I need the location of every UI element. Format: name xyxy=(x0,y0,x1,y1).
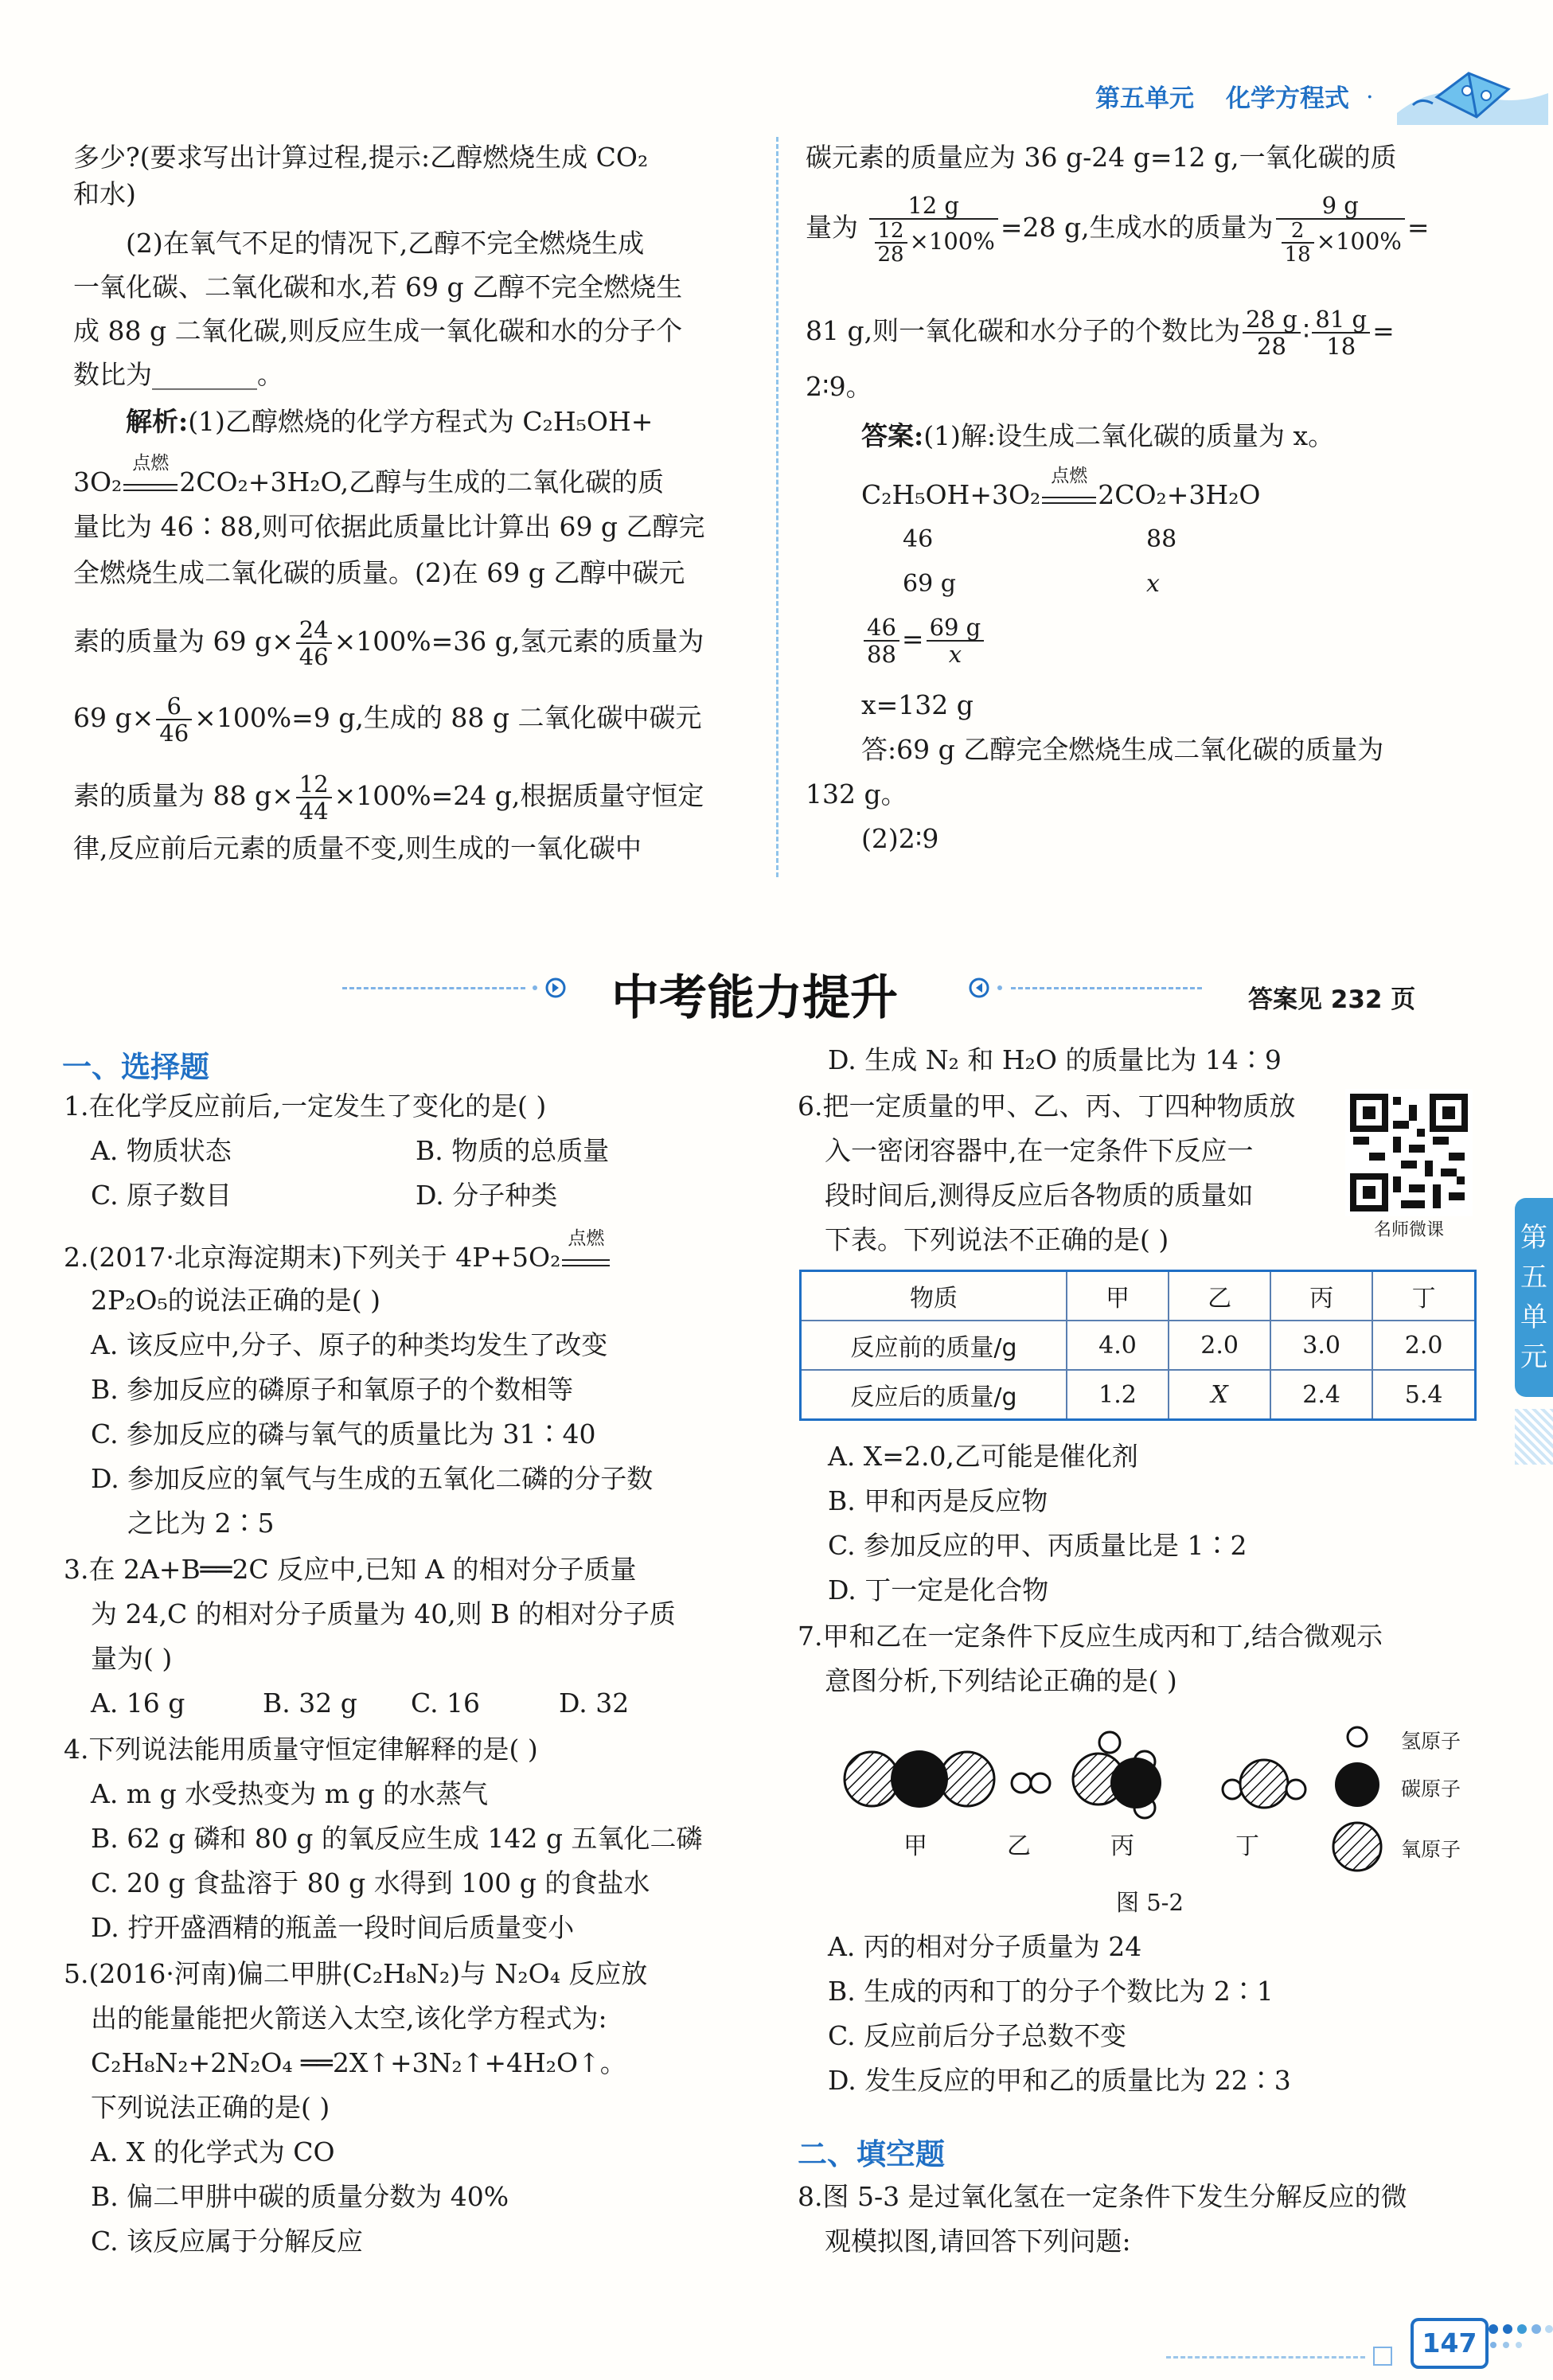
q4-option-a: A. m g 水受热变为 m g 的水蒸气 xyxy=(91,1778,489,1809)
column-divider xyxy=(776,137,778,877)
q3-stem-2: 为 24,C 的相对分子质量为 40,则 B 的相对分子质 xyxy=(91,1598,676,1629)
molecule-jia xyxy=(845,1750,994,1808)
q3-option-b: B. 32 g xyxy=(263,1687,357,1719)
left-line-4: 一氧化碳、二氧化碳和水,若 69 g 乙醇不完全燃烧生 xyxy=(73,271,683,302)
table-cell: 2.0 xyxy=(1372,1321,1475,1370)
mass-table xyxy=(799,1270,1477,1421)
label-ding: 丁 xyxy=(1235,1832,1259,1860)
q8-stem-1: 8.图 5-3 是过氧化氢在一定条件下发生分解反应的微 xyxy=(798,2181,1407,2212)
banner-arrow-right-icon xyxy=(527,976,567,1000)
molecule-bing xyxy=(1073,1732,1161,1818)
unit-side-tab xyxy=(1515,1198,1553,1397)
q6-option-b: B. 甲和丙是反应物 xyxy=(828,1485,1048,1516)
conclusion-line-2: 132 g。 xyxy=(806,778,907,810)
q7-option-b: B. 生成的丙和丁的分子个数比为 2∶1 xyxy=(828,1976,1274,2007)
q7-option-a: A. 丙的相对分子质量为 24 xyxy=(828,1931,1142,1962)
table-row xyxy=(801,1271,1476,1321)
q5-option-b: B. 偏二甲肼中碳的质量分数为 40% xyxy=(91,2181,509,2212)
table-cell: 5.4 xyxy=(1372,1370,1475,1420)
q6-stem-3: 段时间后,测得反应后各物质的质量如 xyxy=(825,1180,1254,1211)
table-row xyxy=(801,1370,1476,1420)
label-yi: 乙 xyxy=(1007,1832,1031,1860)
co-mass-fraction: 12 g $\frac{12}{28}$ ×100% xyxy=(869,193,998,266)
water-mass-fraction: 9 g $\frac{2}{18}$ ×100% xyxy=(1276,193,1405,266)
q6-stem-2: 入一密闭容器中,在一定条件下反应一 xyxy=(825,1135,1254,1166)
qr-label: 名师微课 xyxy=(1373,1220,1444,1240)
q3-option-c: C. 16 xyxy=(411,1687,481,1719)
header-dot: . xyxy=(1366,76,1374,104)
q7-stem-1: 7.甲和乙在一定条件下反应生成丙和丁,结合微观示 xyxy=(798,1621,1383,1652)
label-bing: 丙 xyxy=(1110,1832,1134,1860)
side-tab-char: 元 xyxy=(1520,1341,1547,1373)
q1-option-d: D. 分子种类 xyxy=(416,1180,558,1211)
answer-2: (2)2∶9 xyxy=(861,823,939,854)
q7-option-c: C. 反应前后分子总数不变 xyxy=(828,2020,1127,2051)
section-fill-title: 二、填空题 xyxy=(798,2137,945,2171)
q1-option-c: C. 原子数目 xyxy=(91,1180,232,1211)
left-line-1: 多少?(要求写出计算过程,提示:乙醇燃烧生成 CO₂ xyxy=(73,142,649,173)
q5-stem-1: 5.(2016·河南)偏二甲肼(C₂H₈N₂)与 N₂O₄ 反应放 xyxy=(64,1958,648,1989)
q1-option-a: A. 物质状态 xyxy=(91,1135,232,1166)
side-tab-char: 五 xyxy=(1520,1262,1547,1293)
legend-carbon: 碳原子 xyxy=(1401,1777,1461,1801)
footer-rule xyxy=(1166,2356,1365,2359)
right-line-2: 量为 12 g $\frac{12}{28}$ ×100% =28 g,生成水的质量为 9 g $\frac{2}{18}$ ×100% = xyxy=(806,192,1430,267)
left-line-2: 和水) xyxy=(73,178,136,209)
analysis-line-5: 素的质量为 69 g× $\frac{24}{46}$ ×100%=36 g,氢元素的质量为 xyxy=(73,616,704,670)
qr-code-icon xyxy=(1345,1089,1473,1216)
table-header: 甲 xyxy=(1067,1271,1169,1321)
right-line-3: 81 g,则一氧化碳和水分子的个数比为 $\frac{28 g}{28}$ ∶ $\frac{81 g}{18}$ = xyxy=(806,306,1395,360)
q2-option-a: A. 该反应中,分子、原子的种类均发生了改变 xyxy=(91,1329,608,1360)
table-header: 丁 xyxy=(1372,1271,1475,1321)
analysis-line-7: 素的质量为 88 g× $\frac{12}{44}$ ×100%=24 g,根据质量守恒定 xyxy=(73,771,704,825)
q2-option-d-1: D. 参加反应的氧气与生成的五氧化二磷的分子数 xyxy=(91,1463,654,1494)
q1-stem: 1.在化学反应前后,一定发生了变化的是( ) xyxy=(64,1091,547,1122)
book-mascot-icon xyxy=(1389,49,1553,129)
condition-arrow: 点燃 xyxy=(562,1248,610,1266)
x-result: x=132 g xyxy=(861,689,974,720)
footer-square-icon xyxy=(1373,2347,1392,2366)
left-line-5: 成 88 g 二氧化碳,则反应生成一氧化碳和水的分子个 xyxy=(73,315,683,346)
q5-stem-2: 出的能量能把火箭送入太空,该化学方程式为: xyxy=(91,2003,607,2034)
figure-caption: 图 5-2 xyxy=(1116,1889,1184,1916)
table-cell: 1.2 xyxy=(1067,1370,1169,1420)
table-cell: 4.0 xyxy=(1067,1321,1169,1370)
table-row xyxy=(801,1321,1476,1370)
q5-option-d: D. 生成 N₂ 和 H₂O 的质量比为 14∶9 xyxy=(828,1044,1282,1075)
q6-option-a: A. X=2.0,乙可能是催化剂 xyxy=(828,1441,1138,1472)
analysis-line-2: 3O₂ 点燃 2CO₂+3H₂O,乙醇与生成的二氧化碳的质 xyxy=(73,453,665,497)
analysis-label: 解析: xyxy=(126,406,189,437)
side-tab-char: 第 xyxy=(1520,1222,1547,1254)
q3-option-d: D. 32 xyxy=(559,1687,630,1719)
banner-rule-right xyxy=(1011,987,1202,989)
table-cell: 2.4 xyxy=(1270,1370,1372,1420)
fraction-12-44: $\frac{12}{44}$ xyxy=(296,771,332,824)
proportion-line: $\frac{46}{88}$ = $\frac{69 g}{x}$ xyxy=(861,615,986,667)
left-line-3: (2)在氧气不足的情况下,乙醇不完全燃烧生成 xyxy=(126,228,645,259)
q3-stem-3: 量为( ) xyxy=(91,1643,173,1674)
header-title: 化学方程式 xyxy=(1226,84,1349,113)
analysis-line-1: 解析:(1)乙醇燃烧的化学方程式为 C₂H₅OH+ xyxy=(126,406,654,437)
q5-option-c: C. 该反应属于分解反应 xyxy=(91,2226,364,2257)
table-cell: 2.0 xyxy=(1169,1321,1270,1370)
banner-rule-left xyxy=(342,987,525,989)
q2-stem-2: 2P₂O₅的说法正确的是( ) xyxy=(91,1285,380,1316)
q6-option-d: D. 丁一定是化合物 xyxy=(828,1574,1049,1606)
side-tab-char: 单 xyxy=(1520,1301,1547,1333)
ratio-fraction-2: $\frac{81 g}{18}$ xyxy=(1312,306,1370,359)
fraction-6-46: $\frac{6}{46}$ xyxy=(156,693,192,746)
analysis-line-4: 全燃烧生成二氧化碳的质量。(2)在 69 g 乙醇中碳元 xyxy=(73,557,685,588)
table-cell: 3.0 xyxy=(1270,1321,1372,1370)
answer-line-1: 答案:(1)解:设生成二氧化碳的质量为 x。 xyxy=(861,420,1335,451)
q5-stem-3: C₂H₈N₂+2N₂O₄ ══2X↑+3N₂↑+4H₂O↑。 xyxy=(91,2047,626,2078)
q4-stem: 4.下列说法能用质量守恒定律解释的是( ) xyxy=(64,1734,538,1765)
q3-stem-1: 3.在 2A+B══2C 反应中,已知 A 的相对分子质量 xyxy=(64,1554,637,1585)
q2-stem-1: 2.(2017·北京海淀期末)下列关于 4P+5O₂ 点燃 xyxy=(64,1242,611,1274)
analysis-line-8: 律,反应前后元素的质量不变,则生成的一氧化碳中 xyxy=(73,833,642,864)
condition-arrow: 点燃 xyxy=(1042,486,1096,504)
legend-oxygen: 氧原子 xyxy=(1401,1838,1461,1861)
mass-88: 88 xyxy=(1146,525,1177,553)
left-line-6: 数比为________。 xyxy=(73,359,283,390)
molecule-yi xyxy=(1012,1773,1050,1793)
q4-option-b: B. 62 g 磷和 80 g 的氧反应生成 142 g 五氧化二磷 xyxy=(91,1823,703,1854)
table-cell: 反应前的质量/g xyxy=(801,1321,1067,1370)
q1-option-b: B. 物质的总质量 xyxy=(416,1135,610,1166)
q6-stem-1: 6.把一定质量的甲、乙、丙、丁四种物质放 xyxy=(798,1091,1296,1122)
legend-hydrogen: 氢原子 xyxy=(1401,1730,1461,1753)
q7-option-d: D. 发生反应的甲和乙的质量比为 22∶3 xyxy=(828,2065,1291,2096)
mass-69g: 69 g xyxy=(903,570,956,598)
q6-option-c: C. 参加反应的甲、丙质量比是 1∶2 xyxy=(828,1530,1247,1561)
ratio-fraction-1: $\frac{28 g}{28}$ xyxy=(1243,306,1301,359)
legend xyxy=(1333,1727,1381,1871)
q5-stem-4: 下列说法正确的是( ) xyxy=(91,2092,330,2123)
q4-option-d: D. 拧开盛酒精的瓶盖一段时间后质量变小 xyxy=(91,1912,575,1943)
q6-stem-4: 下表。下列说法不正确的是( ) xyxy=(825,1224,1169,1255)
q8-stem-2: 观模拟图,请回答下列问题: xyxy=(825,2226,1131,2257)
banner-arrow-left-icon xyxy=(968,976,1008,1000)
q7-stem-2: 意图分析,下列结论正确的是( ) xyxy=(825,1665,1177,1696)
table-cell: 反应后的质量/g xyxy=(801,1370,1067,1420)
section-choice-title: 一、选择题 xyxy=(62,1050,209,1084)
molecule-ding xyxy=(1223,1760,1305,1808)
table-header: 物质 xyxy=(801,1271,1067,1321)
equation-line: C₂H₅OH+3O₂ 点燃 2CO₂+3H₂O xyxy=(861,466,1261,510)
conclusion-line-1: 答:69 g 乙醇完全燃烧生成二氧化碳的质量为 xyxy=(861,734,1384,765)
fraction-24-46: $\frac{24}{46}$ xyxy=(296,617,332,669)
page-dots-decoration xyxy=(1485,2318,1553,2369)
q2-option-d-2: 之比为 2∶5 xyxy=(127,1508,275,1539)
section-title: 中考能力提升 xyxy=(611,970,898,1026)
mass-46: 46 xyxy=(903,525,934,553)
q5-option-a: A. X 的化学式为 CO xyxy=(91,2136,335,2167)
label-jia: 甲 xyxy=(903,1832,927,1860)
side-tab-pattern xyxy=(1515,1409,1553,1465)
analysis-line-6: 69 g× $\frac{6}{46}$ ×100%=9 g,生成的 88 g 二氧化碳中碳元 xyxy=(73,693,702,747)
mass-x: x xyxy=(1146,570,1160,598)
q3-option-a: A. 16 g xyxy=(91,1687,185,1719)
table-header: 乙 xyxy=(1169,1271,1270,1321)
condition-arrow: 点燃 xyxy=(123,473,178,491)
table-cell: X xyxy=(1169,1370,1270,1420)
page-number: 147 xyxy=(1411,2318,1489,2369)
q2-option-c: C. 参加反应的磷与氧气的质量比为 31∶40 xyxy=(91,1418,596,1449)
table-header: 丙 xyxy=(1270,1271,1372,1321)
q4-option-c: C. 20 g 食盐溶于 80 g 水得到 100 g 的食盐水 xyxy=(91,1867,650,1898)
q2-option-b: B. 参加反应的磷原子和氧原子的个数相等 xyxy=(91,1374,574,1405)
molecule-diagram xyxy=(828,1707,1481,1890)
analysis-line-3: 量比为 46∶88,则可依据此质量比计算出 69 g 乙醇完 xyxy=(73,511,705,542)
header-unit: 第五单元 xyxy=(1095,84,1194,113)
right-line-1: 碳元素的质量应为 36 g-24 g=12 g,一氧化碳的质 xyxy=(806,142,1397,173)
answer-reference: 答案见 232 页 xyxy=(1248,985,1416,1014)
right-line-4: 2∶9。 xyxy=(806,371,872,402)
